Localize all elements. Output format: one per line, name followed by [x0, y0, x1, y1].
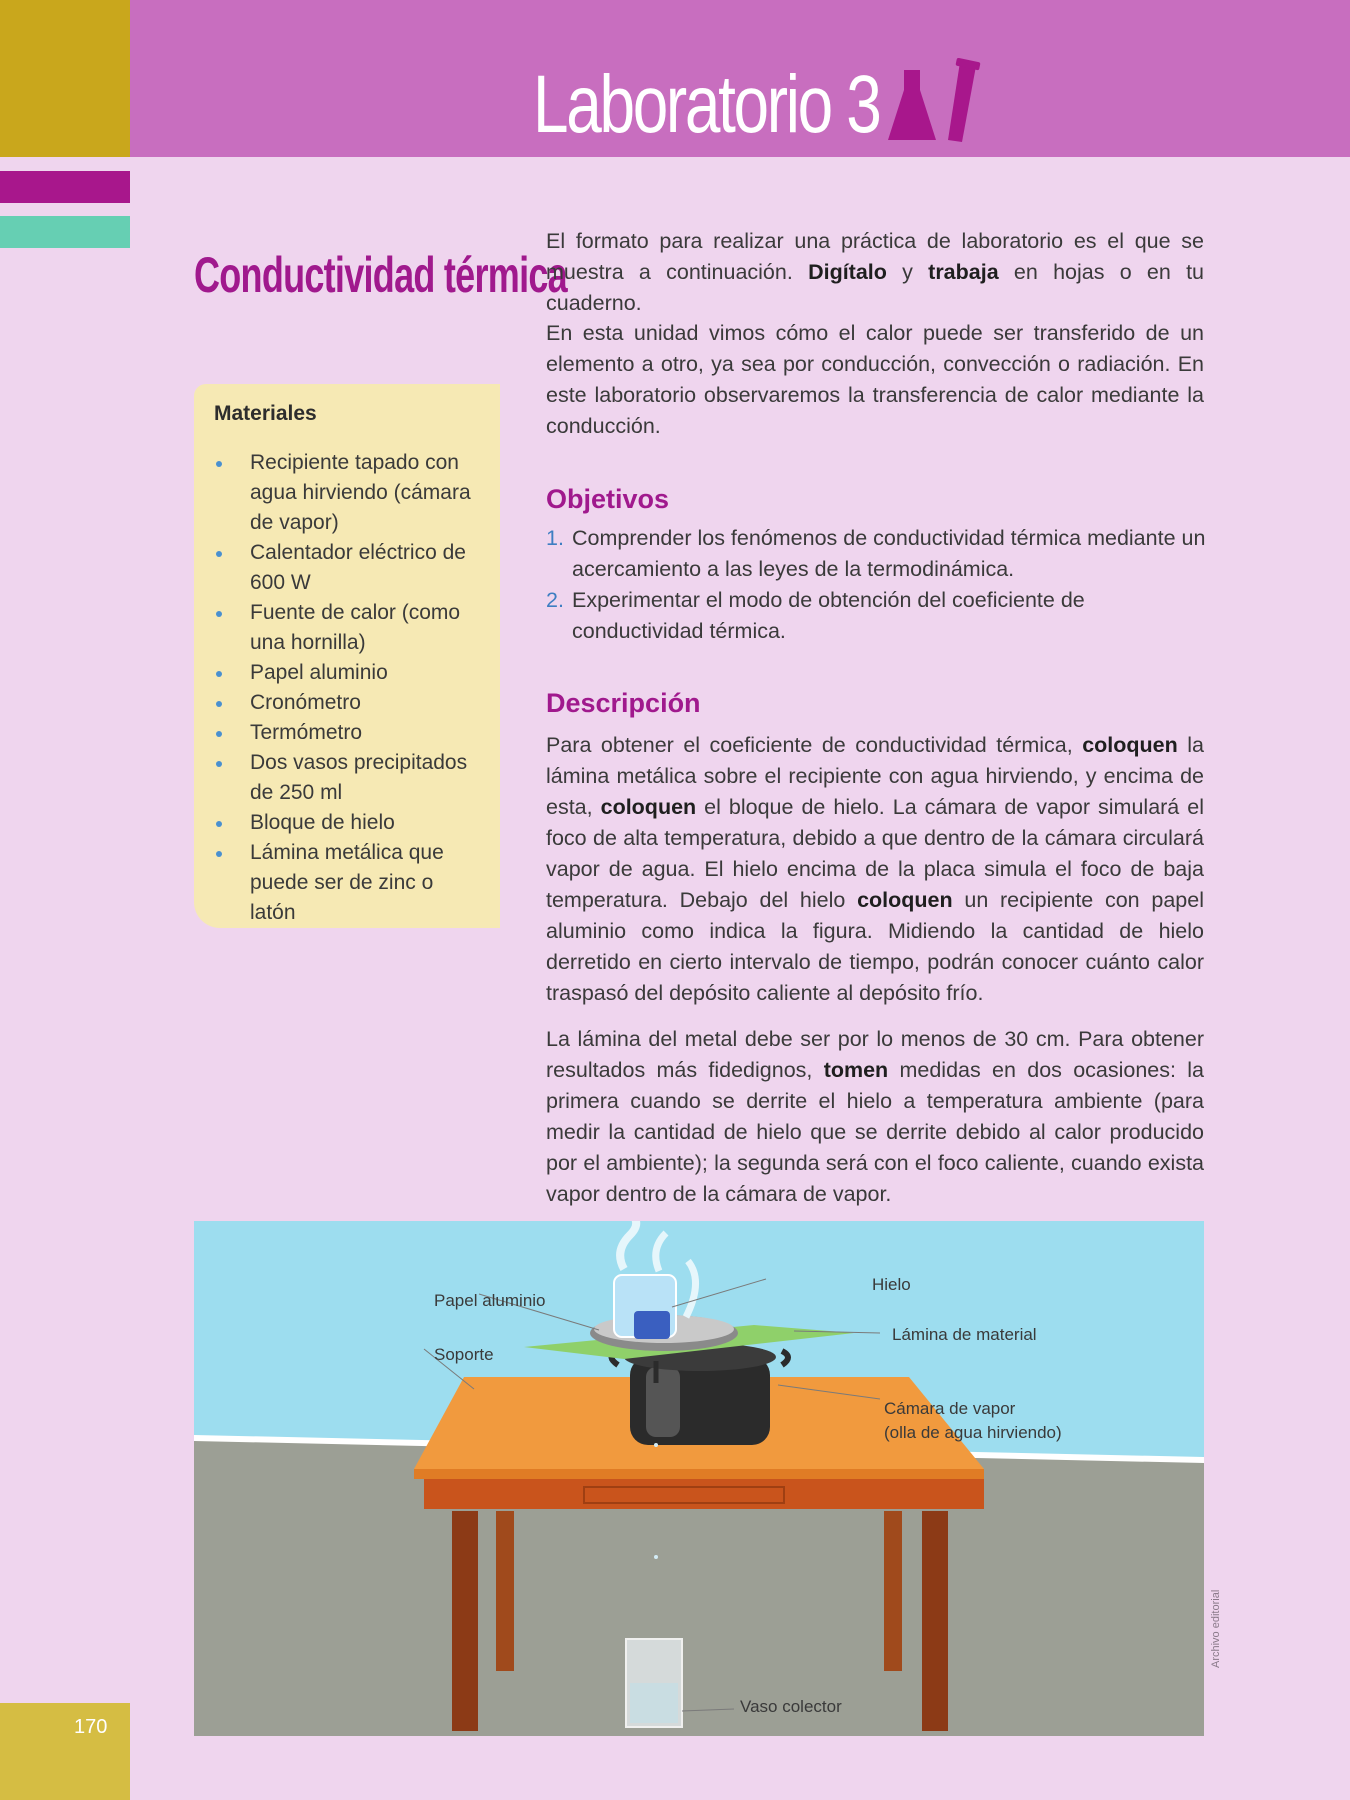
materials-item: Calentador eléctrico de 600 W — [214, 538, 482, 598]
label-lamina: Lámina de material — [892, 1325, 1037, 1344]
decor-stripe-magenta — [0, 171, 130, 203]
label-camara-2: (olla de agua hirviendo) — [884, 1423, 1062, 1442]
page-number: 170 — [74, 1716, 108, 1738]
footer-corner-block — [0, 1703, 130, 1800]
materials-item: Bloque de hielo — [214, 808, 482, 838]
label-camara-1: Cámara de vapor — [884, 1399, 1016, 1418]
materials-item: Papel aluminio — [214, 658, 482, 688]
page-title: Laboratorio 3 — [533, 59, 880, 150]
objetivos-list — [546, 523, 1206, 647]
materials-item: Dos vasos precipitados de 250 ml — [214, 748, 482, 808]
objetivo-item: 1. Comprender los fenómenos de conductividad térmica mediante un acercamiento a las leyes de la termodinámica. — [546, 526, 1206, 581]
descripcion-paragraph-1: Para obtener el coeficiente de conductividad térmica, coloquen la lámina metálica sobre el recipiente con agua hirviendo, y encima de esta, coloquen el bloque de hielo. La cámara de vapor simulará el foco de alta temperatura, debido a que dentro de la cámara circulará vapor de agua. El hielo encima de la placa simula el foco de baja temperatura. Debajo del hielo coloquen un recipiente con papel aluminio como indica la figura. Midiendo la cantidad de hielo derretido en cierto intervalo de tiempo, podrán conocer cuánto calor traspasó del depósito caliente al depósito frío. — [546, 733, 1204, 1005]
materials-heading: Materiales — [214, 402, 317, 425]
decor-stripe-teal — [0, 216, 130, 248]
materials-item: Cronómetro — [214, 688, 482, 718]
intro-paragraph-2: En esta unidad vimos cómo el calor puede ser transferido de un elemento a otro, ya sea por conducción, convección o radiación. En este laboratorio observaremos la transferencia de calor mediante la conducción. — [546, 321, 1204, 438]
label-soporte: Soporte — [434, 1345, 494, 1364]
materials-item: Recipiente tapado con agua hirviendo (cámara de vapor) — [214, 448, 482, 538]
materials-list — [214, 448, 482, 928]
objetivo-item: 2. Experimentar el modo de obtención del coeficiente de conductividad térmica. — [546, 588, 1085, 643]
materials-item: Termómetro — [214, 718, 482, 748]
intro-paragraph-1: El formato para realizar una práctica de laboratorio es el que se muestra a continuación. Digítalo y trabaja en hojas o en tu cuaderno. — [546, 229, 1205, 315]
objetivos-heading: Objetivos — [546, 484, 670, 514]
section-title: Conductividad térmica — [194, 247, 567, 303]
experiment-illustration — [194, 1221, 1204, 1736]
materials-box — [194, 384, 500, 928]
image-credit: Archivo editorial — [1210, 1589, 1222, 1668]
label-papel-aluminio: Papel aluminio — [434, 1291, 546, 1310]
materials-item: Lámina metálica que puede ser de zinc o latón — [214, 838, 482, 928]
lab-flask-icon — [886, 58, 986, 150]
experiment-drawing — [194, 1221, 1204, 1736]
descripcion-heading: Descripción — [546, 688, 701, 718]
label-hielo: Hielo — [872, 1275, 911, 1294]
header-corner-block — [0, 0, 130, 157]
materials-item: Fuente de calor (como una hornilla) — [214, 598, 482, 658]
descripcion-paragraph-2: La lámina del metal debe ser por lo menos de 30 cm. Para obtener resultados más fidedignos, tomen medidas en dos ocasiones: la primera cuando se derrite el hielo a temperatura ambiente (para medir la cantidad de hielo que se derrite debido al calor producido por el ambiente); la segunda será con el foco caliente, cuando exista vapor dentro de la cámara de vapor. — [546, 1027, 1205, 1206]
label-vaso-colector: Vaso colector — [740, 1697, 842, 1716]
